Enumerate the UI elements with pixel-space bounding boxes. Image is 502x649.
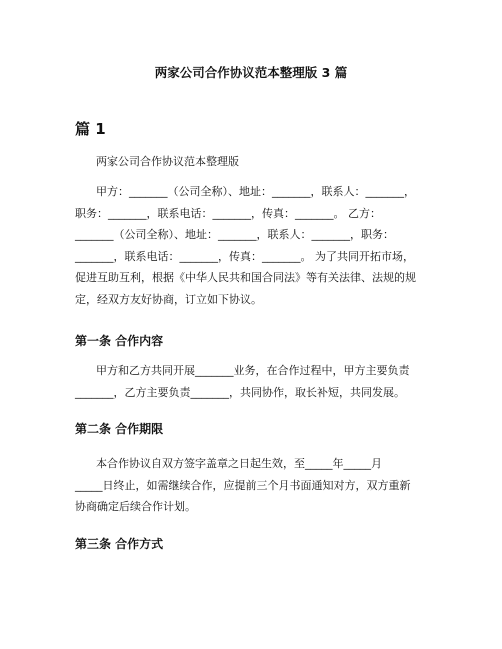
paragraph-line: 甲方：_______（公司全称）、地址：_______，联系人：_______， [96,185,415,198]
paragraph-line: _____日终止，如需继续合作，应提前三个月书面通知对方，双方重新 [75,478,411,492]
section-heading-cooperation-method: 第三条 合作方式 [75,537,164,551]
section1-paragraph [75,360,430,403]
paragraph-line: _______（公司全称）、地址：_______，联系人：_______，职务： [75,228,394,241]
section-heading-cooperation-content: 第一条 合作内容 [75,334,164,348]
paragraph-line: 促进互助互利，根据《中华人民共和国合同法》等有关法律、法规的规 [75,271,416,284]
document-title: 两家公司合作协议范本整理版 3 篇 [154,65,348,80]
paragraph-line: 甲方和乙方共同开展_______业务，在合作过程中，甲方主要负责 [96,364,410,377]
section-heading-cooperation-term: 第二条 合作期限 [75,422,164,436]
paragraph-line: 定，经双方友好协商，订立如下协议。 [75,292,262,306]
paragraph-line: 本合作协议自双方签字盖章之日起生效，至_____年_____月 [96,457,382,470]
part-heading: 篇 1 [75,120,106,138]
paragraph-line: 职务：_______，联系电话：_______，传真：_______。 乙方： [75,206,381,220]
intro-paragraph [75,181,430,310]
section2-paragraph [75,453,430,518]
paragraph-line: _______，乙方主要负责_______，共同协作，取长补短，共同发展。 [75,385,405,399]
paragraph-line: _______，联系电话：_______，传真：_______。 为了共同开拓市场， [75,249,414,263]
paragraph-line: 协商确定后续合作计划。 [75,500,196,513]
agreement-subtitle: 两家公司合作协议范本整理版 [96,155,239,168]
